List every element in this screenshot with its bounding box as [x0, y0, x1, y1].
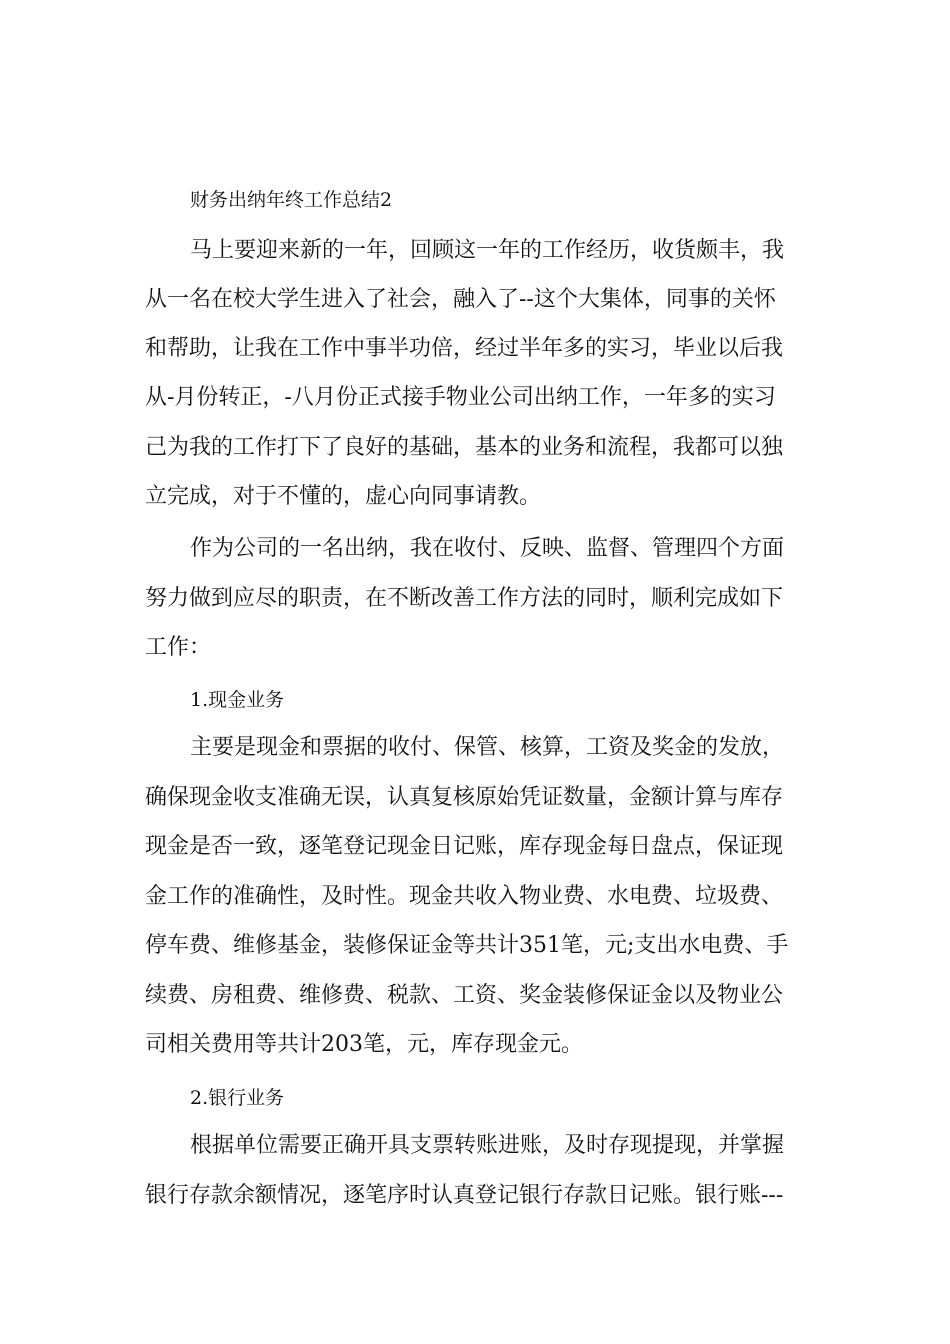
paragraph-line: 己为我的工作打下了良好的基础，基本的业务和流程，我都可以独: [145, 435, 784, 460]
paragraph-line: 根据单位需要正确开具支票转账进账，及时存现提现，并掌握: [190, 1133, 785, 1158]
paragraph-line: 作为公司的一名出纳，我在收付、反映、监督、管理四个方面: [190, 536, 785, 561]
paragraph-line: 现金是否一致，逐笔登记现金日记账，库存现金每日盘点，保证现: [145, 834, 784, 859]
paragraph-line: 主要是现金和票据的收付、保管、核算，工资及奖金的发放，: [190, 735, 785, 760]
document-title: 财务出纳年终工作总结2: [190, 189, 393, 211]
paragraph-line: 确保现金收支准确无误，认真复核原始凭证数量，金额计算与库存: [145, 785, 784, 810]
paragraph-line: 停车费、维修基金，装修保证金等共计351笔，元;支出水电费、手: [145, 933, 789, 958]
paragraph-line: 司相关费用等共计203笔，元，库存现金元。: [145, 1032, 583, 1057]
section-heading-bank: 2.银行业务: [190, 1087, 285, 1109]
paragraph-line: 从-月份转正，-八月份正式接手物业公司出纳工作，一年多的实习: [145, 385, 776, 410]
paragraph-line: 和帮助，让我在工作中事半功倍，经过半年多的实习，毕业以后我: [145, 336, 784, 361]
paragraph-line: 立完成，对于不懂的，虚心向同事请教。: [145, 484, 542, 509]
paragraph-line: 马上要迎来新的一年，回顾这一年的工作经历，收货颇丰，我: [190, 238, 785, 263]
paragraph-line: 努力做到应尽的职责，在不断改善工作方法的同时，顺利完成如下: [145, 586, 784, 611]
section-heading-cash: 1.现金业务: [190, 689, 285, 711]
paragraph-line: 续费、房租费、维修费、税款、工资、奖金装修保证金以及物业公: [145, 983, 784, 1008]
paragraph-line: 从一名在校大学生进入了社会，融入了--这个大集体，同事的关怀: [145, 287, 776, 312]
paragraph-line: 银行存款余额情况，逐笔序时认真登记银行存款日记账。银行账---: [145, 1183, 784, 1208]
paragraph-line: 工作：: [145, 635, 212, 660]
paragraph-line: 金工作的准确性，及时性。现金共收入物业费、水电费、垃圾费、: [145, 884, 784, 909]
